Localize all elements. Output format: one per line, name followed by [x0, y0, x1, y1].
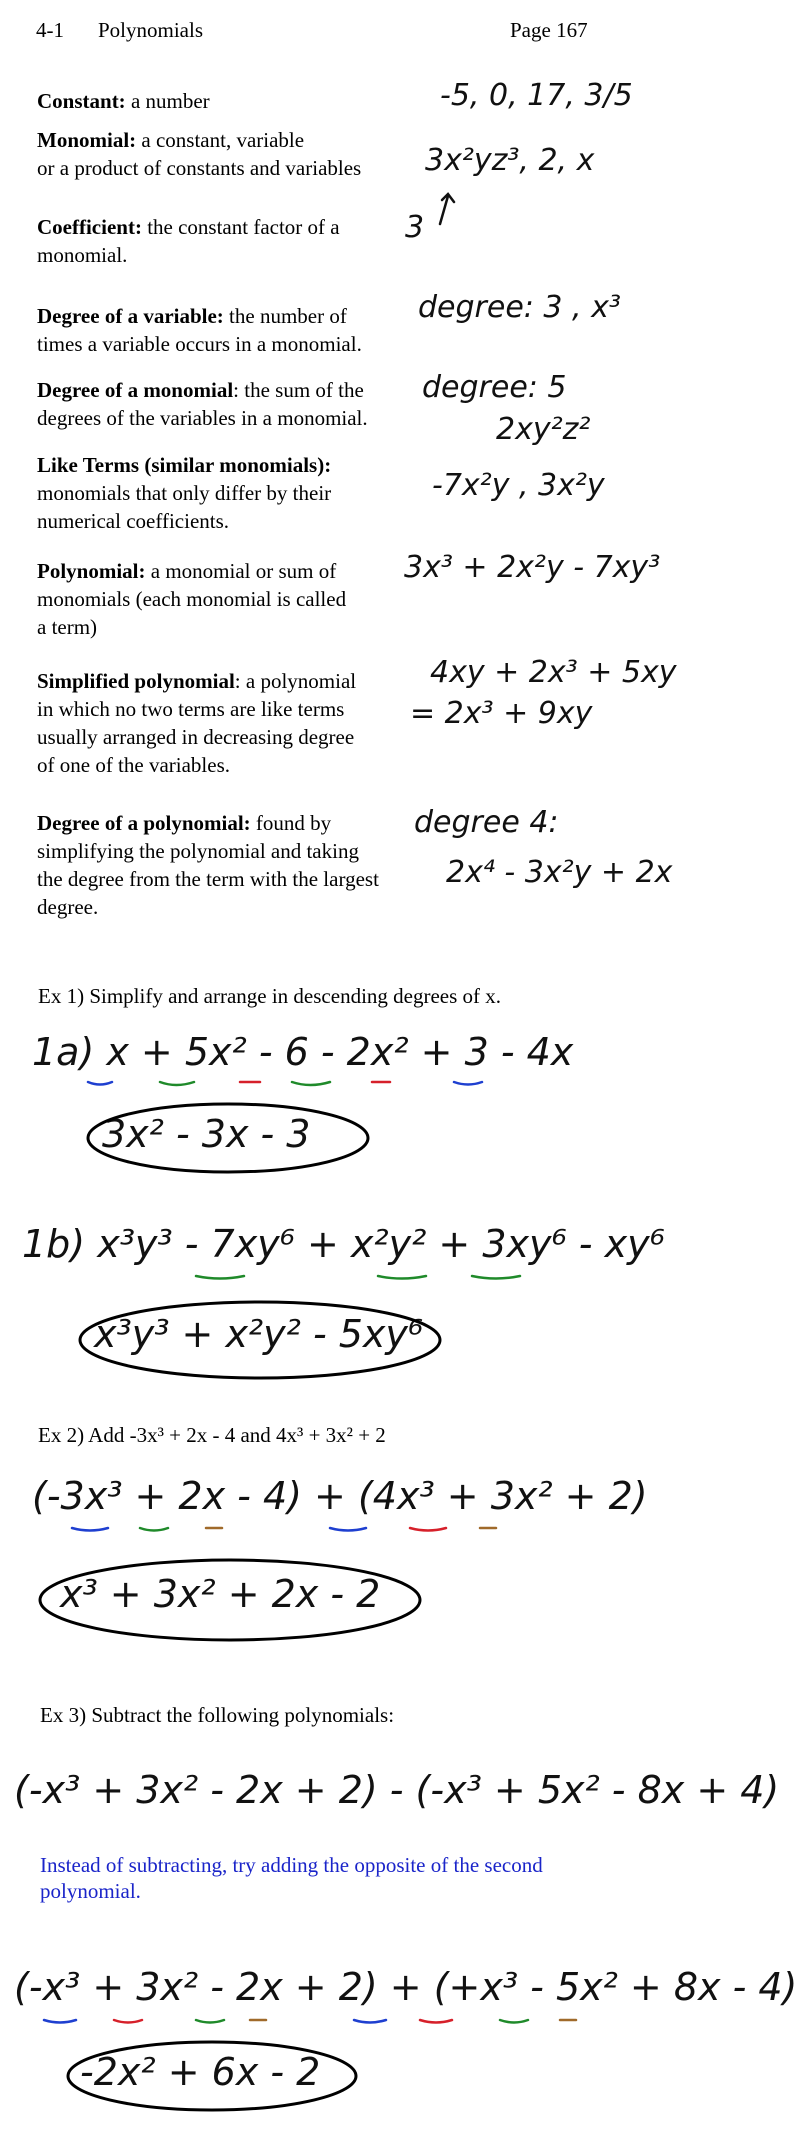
ex1-prompt: Ex 1) Simplify and arrange in descending degrees of x.	[38, 984, 502, 1008]
ex2-underline-4x3	[330, 1528, 366, 1531]
example-degree-monomial-term: 2xy²z²	[496, 412, 591, 447]
definition-degree-polynomial	[37, 810, 331, 836]
definition-simplified-polynomial-line3: usually arranged in decreasing degree	[37, 725, 355, 749]
example-constant: -5, 0, 17, 3/5	[440, 78, 633, 113]
ex3-underline-5x2	[420, 2020, 452, 2023]
definition-polynomial-line3: a term)	[37, 615, 98, 639]
page-title: Polynomials	[98, 18, 204, 42]
ex1a-answer: 3x² - 3x - 3	[102, 1112, 311, 1156]
ex1a-underline-4x	[454, 1082, 482, 1085]
ex2-underline-2x	[140, 1528, 168, 1531]
definition-monomial-line2: or a product of constants and variables	[37, 156, 362, 180]
definition-like-terms-line2: monomials that only differ by their	[37, 481, 332, 505]
ex1a-underline-2x2	[292, 1082, 330, 1085]
definition-text: found by	[250, 811, 332, 835]
ex1b-work: 1b) x³y³ - 7xy⁶ + x²y² + 3xy⁶ - xy⁶	[22, 1222, 665, 1266]
definition-text: : a polynomial	[234, 669, 357, 693]
term: Like Terms (similar monomials):	[37, 453, 332, 477]
ex3-note: Instead of subtracting, try adding the opposite of the second polynomial.	[40, 1853, 543, 1903]
definition-degree-monomial	[37, 377, 364, 403]
ex2-prompt: Ex 2) Add -3x³ + 2x - 4 and 4x³ + 3x² + 2	[38, 1423, 386, 1447]
term: Polynomial:	[37, 559, 146, 583]
example-monomial: 3x²yz³, 2, x	[425, 143, 595, 178]
definition-like-terms-line3: numerical coefficients.	[37, 509, 230, 533]
term: Degree of a variable:	[37, 304, 224, 328]
ex1a-work: 1a) x + 5x² - 6 - 2x² + 3 - 4x	[32, 1030, 574, 1074]
ex3-answer: -2x² + 6x - 2	[80, 2050, 321, 2094]
definition-coefficient-line2: monomial.	[37, 243, 128, 267]
ex3-underline-8x	[500, 2020, 528, 2023]
definition-constant	[37, 88, 210, 114]
ex3-work: (-x³ + 3x² - 2x + 2) - (-x³ + 5x² - 8x + 4)	[14, 1768, 780, 1812]
term: Degree of a monomial	[37, 378, 234, 402]
definition-degree-variable	[37, 303, 347, 329]
ex2-underline-3x3	[72, 1528, 108, 1531]
term: Monomial:	[37, 128, 137, 152]
coefficient-arrow	[440, 194, 454, 224]
page-number: Page 167	[510, 18, 588, 42]
section-number: 4-1	[36, 18, 64, 42]
ex1b-underline-7xy6	[196, 1276, 244, 1279]
ex3-underline-x3	[44, 2020, 76, 2023]
definition-coefficient	[37, 214, 340, 240]
definition-simplified-polynomial-line2: in which no two terms are like terms	[37, 697, 345, 721]
ex3-underline-plus-x3	[354, 2020, 386, 2023]
example-simplified-polynomial-result: = 2x³ + 9xy	[410, 696, 593, 731]
ex1a-underline-5x2	[160, 1082, 194, 1085]
example-degree-polynomial: degree 4:	[414, 805, 559, 840]
ex3-work-opposite: (-x³ + 3x² - 2x + 2) + (+x³ - 5x² + 8x - 4)	[14, 1965, 797, 2009]
example-coefficient: 3	[405, 210, 425, 245]
ex3-underline-2x	[196, 2020, 224, 2023]
definition-degree-polynomial-line2: simplifying the polynomial and taking	[37, 839, 359, 863]
definition-text: the number of	[223, 304, 347, 328]
ex2-work: (-3x³ + 2x - 4) + (4x³ + 3x² + 2)	[32, 1474, 648, 1518]
ex1b-underline-xy6	[472, 1276, 520, 1279]
ex1a-underline-x	[88, 1082, 112, 1085]
definition-text: a number	[125, 89, 210, 113]
example-degree-variable: degree: 3 , x³	[418, 290, 621, 325]
term: Degree of a polynomial:	[37, 811, 251, 835]
definition-like-terms	[37, 452, 331, 478]
definition-text: a monomial or sum of	[145, 559, 337, 583]
definition-polynomial-line2: monomials (each monomial is called	[37, 587, 347, 611]
definition-degree-variable-line2: times a variable occurs in a monomial.	[37, 332, 362, 356]
example-polynomial: 3x³ + 2x²y - 7xy³	[404, 550, 661, 585]
definition-degree-polynomial-line3: the degree from the term with the largest	[37, 867, 379, 891]
example-degree-polynomial-term: 2x⁴ - 3x²y + 2x	[446, 855, 673, 890]
definition-monomial	[37, 127, 304, 153]
ex1b-answer: x³y³ + x²y² - 5xy⁶	[94, 1312, 424, 1356]
ex3-underline-3x2	[114, 2020, 142, 2023]
definition-simplified-polynomial-line4: of one of the variables.	[37, 753, 231, 777]
definition-text: a constant, variable	[136, 128, 305, 152]
ex2-underline-3x2	[410, 1528, 446, 1531]
definition-simplified-polynomial	[37, 668, 356, 694]
ex1b-underline-3xy6	[378, 1276, 426, 1279]
definition-polynomial	[37, 558, 336, 584]
ex2-answer: x³ + 3x² + 2x - 2	[60, 1572, 381, 1616]
example-like-terms: -7x²y , 3x²y	[432, 468, 605, 503]
ex3-prompt: Ex 3) Subtract the following polynomials:	[40, 1703, 395, 1727]
term: Simplified polynomial	[37, 669, 235, 693]
example-degree-monomial: degree: 5	[422, 370, 567, 405]
term: Coefficient:	[37, 215, 142, 239]
definition-text: the constant factor of a	[141, 215, 340, 239]
definition-degree-monomial-line2: degrees of the variables in a monomial.	[37, 406, 368, 430]
term: Constant:	[37, 89, 126, 113]
example-simplified-polynomial: 4xy + 2x³ + 5xy	[430, 655, 677, 690]
definition-degree-polynomial-line4: degree.	[37, 895, 99, 919]
definition-text: : the sum of the	[233, 378, 364, 402]
